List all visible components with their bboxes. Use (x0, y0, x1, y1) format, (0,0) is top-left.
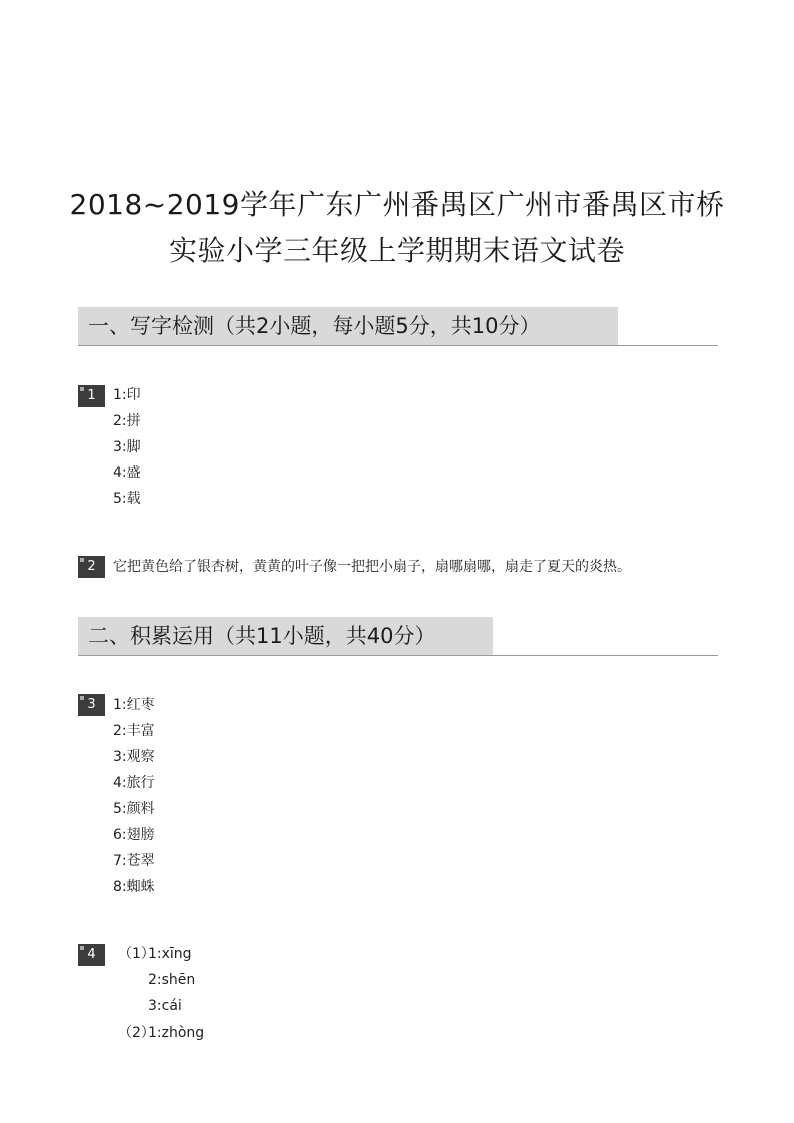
question-number: 3 (87, 697, 96, 712)
answer-item: 8:蜘蛛 (113, 879, 155, 895)
title-line-2: 实验小学三年级上学期期末语文试卷 (168, 234, 625, 267)
answer-list-q1 (113, 382, 141, 512)
question-number: 4 (87, 947, 96, 962)
answer-item: 4:盛 (113, 465, 141, 481)
sub-question-label: （1） (118, 946, 155, 962)
answer-list-q4-part1 (148, 941, 195, 1019)
question-number-badge (78, 385, 105, 407)
answer-item: 6:翅膀 (113, 827, 155, 843)
badge-corner-mark (80, 946, 84, 950)
answer-item: 5:载 (113, 491, 141, 507)
answer-item: 3:cái (148, 998, 182, 1014)
badge-corner-mark (80, 696, 84, 700)
question-number: 2 (87, 559, 96, 574)
answer-item: 4:旅行 (113, 775, 155, 791)
section-header-1 (78, 307, 718, 345)
page-title (60, 182, 734, 274)
answer-item: 7:苍翠 (113, 853, 155, 869)
answer-item: 5:颜料 (113, 801, 155, 817)
answer-list-q3 (113, 692, 155, 900)
badge-corner-mark (80, 387, 84, 391)
answer-item: 2:shēn (148, 972, 196, 988)
badge-corner-mark (80, 558, 84, 562)
question-number-badge (78, 556, 105, 578)
section-header-2 (78, 617, 718, 655)
section-title: 二、积累运用（共11小题，共40分） (88, 624, 436, 648)
answer-item: 2:丰富 (113, 723, 155, 739)
answer-item: 2:拼 (113, 413, 141, 429)
question-number: 1 (87, 388, 96, 403)
answer-item: 1:印 (113, 387, 141, 403)
sub-question-label: （2） (118, 1025, 155, 1041)
title-line-1: 2018~2019学年广东广州番禺区广州市番禺区市桥 (69, 188, 725, 221)
question-number-badge (78, 694, 105, 716)
question-number-badge (78, 944, 105, 966)
answer-item: 3:脚 (113, 439, 141, 455)
answer-item: 3:观察 (113, 749, 155, 765)
answer-text-q2: 它把黄色给了银杏树，黄黄的叶子像一把把小扇子，扇哪扇哪，扇走了夏天的炎热。 (113, 559, 631, 575)
answer-item: 1:zhòng (148, 1025, 205, 1041)
answer-list-q4-part2 (148, 1020, 204, 1046)
answer-item: 1:红枣 (113, 697, 155, 713)
section-title: 一、写字检测（共2小题，每小题5分，共10分） (88, 314, 541, 338)
answer-item: 1:xīng (148, 946, 192, 962)
